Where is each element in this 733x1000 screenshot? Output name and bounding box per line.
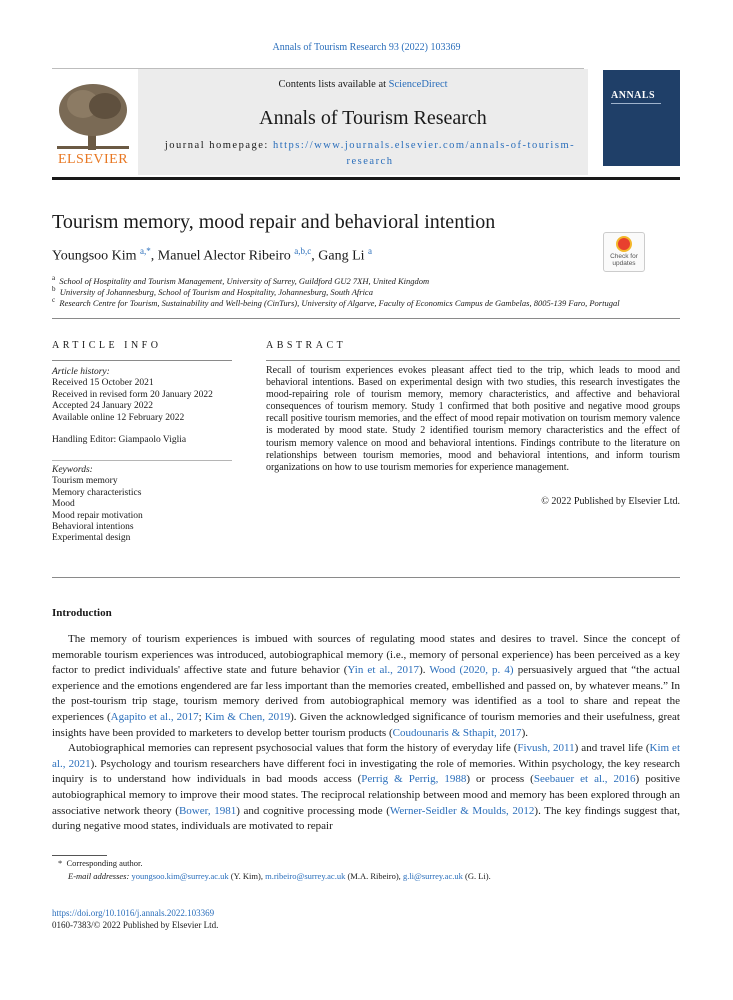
- author-name: Gang Li: [318, 248, 365, 264]
- affiliation: $^b$ University of Johannesburg, School of Tourism and Hospitality, Johannesburg, South Africa: [52, 285, 373, 297]
- paragraph: [52, 632, 680, 741]
- check-updates-icon: [616, 236, 632, 252]
- introduction-body: [52, 632, 680, 835]
- check-updates-label: Check for updates: [610, 253, 638, 267]
- citation-link[interactable]: Kim & Chen, 2019: [204, 710, 291, 723]
- article-history: [52, 367, 232, 446]
- author-name: Youngsoo Kim: [52, 248, 137, 264]
- journal-reference-link[interactable]: Annals of Tourism Research 93 (2022) 103369: [272, 42, 461, 53]
- keyword: Tourism memory: [52, 476, 118, 487]
- citation-link[interactable]: Perrig & Perrig, 1988: [361, 773, 467, 786]
- homepage-link[interactable]: https://www.journals.elsevier.com/annals-of-tourism-research: [272, 140, 576, 167]
- citation-link[interactable]: Seebauer et al., 2016: [533, 773, 636, 786]
- paragraph-text: ). The key findings suggest that, during negative mood states, individuals are motivated to repair: [52, 804, 680, 833]
- affiliations-divider: [52, 318, 680, 319]
- corresponding-author-note: * Corresponding author.: [58, 858, 143, 868]
- abstract-heading: ABSTRACT: [266, 340, 347, 351]
- citation-link[interactable]: Werner-Seidler & Moulds, 2012: [389, 804, 535, 817]
- journal-reference[interactable]: [0, 42, 733, 53]
- author-affiliation-mark[interactable]: a: [368, 246, 373, 256]
- article-info-heading: ARTICLE INFO: [52, 340, 162, 351]
- history-item: Received in revised form 20 January 2022: [52, 389, 213, 400]
- contents-line: [138, 79, 588, 90]
- email-link[interactable]: g.li@surrey.ac.uk: [402, 871, 463, 881]
- abstract-text: Recall of tourism experiences evokes pleasant affect tied to the trip, which leads to mood and behavioral intentions. Based on experimental design with two studies, this research investigates the mood-repairing role of tourism memory, memory characteristics, and affective and behavioral consequences of tourism memory. Study 1 confirmed that both positive and negative mood groups recall positive tourism memories, and the effect of mood repair motivation on tourism memory valence is moderated by mood state. Study 2 identified tourism memory characteristics and the effect of tourism memory valence on mood and behavioral intentions. Findings contribute to the literature on relationships between tourism memories, mood and behavioral intentions, and inform tourism organizations on how to use tourism memories for experience management.: [266, 365, 680, 473]
- front-matter-divider: [52, 577, 680, 578]
- citation-link[interactable]: Agapito et al., 2017: [110, 710, 199, 723]
- citation-link[interactable]: Coudounaris & Sthapit, 2017: [392, 726, 522, 739]
- history-item: Received 15 October 2021: [52, 378, 154, 389]
- citation-link[interactable]: Bower, 1981: [178, 804, 237, 817]
- history-item: Available online 12 February 2022: [52, 412, 185, 423]
- history-item: Accepted 24 January 2022: [52, 401, 154, 412]
- handling-editor: Handling Editor: Giampaolo Viglia: [52, 435, 187, 446]
- introduction-heading: Introduction: [52, 607, 112, 619]
- paragraph-text: ) or process (: [466, 773, 534, 786]
- keyword: Mood: [52, 499, 75, 510]
- footnote-rule: [52, 855, 107, 856]
- author-name: Manuel Alector Ribeiro: [157, 248, 291, 264]
- author-affiliation-mark[interactable]: a,*: [140, 246, 151, 256]
- doi-link[interactable]: https://doi.org/10.1016/j.annals.2022.103369: [52, 908, 215, 918]
- citation-link[interactable]: Kim et al., 2021: [52, 742, 680, 770]
- citation-link[interactable]: Fivush, 2011: [517, 742, 575, 755]
- email-label: E-mail addresses:: [68, 871, 130, 881]
- citation-link[interactable]: Yin et al., 2017: [347, 664, 420, 677]
- paragraph-text: ). Psychology and tourism researchers have different foci in investigating the role of memories. Within psychology, the key research inquiry is to understand how individuals in bad moods access (: [52, 757, 680, 786]
- email-link[interactable]: youngsoo.kim@surrey.ac.uk: [131, 871, 229, 881]
- header-bottom-rule: [52, 177, 680, 180]
- abstract-copyright: © 2022 Published by Elsevier Ltd.: [541, 496, 680, 507]
- affiliation: $^a$ School of Hospitality and Tourism Management, University of Surrey, Guildford GU2 7XH, United Kingdom: [52, 274, 430, 286]
- paragraph-text: ). Given the acknowledged significance of tourism memories and their usefulness, great insights have been provided to marketers to develop better tourism products (: [52, 710, 680, 739]
- article-title: Tourism memory, mood repair and behavioral intention: [52, 211, 496, 233]
- paragraph-text: ) and travel life (: [574, 742, 650, 755]
- sciencedirect-link[interactable]: ScienceDirect: [388, 79, 448, 90]
- affiliation: $^c$ Research Centre for Tourism, Sustainability and Well-being (CinTurs), University of Algarve, Faculty of Economics Campus de Gambelas, 8005-139 Faro, Portugal: [52, 296, 620, 308]
- publisher-name: ELSEVIER: [57, 152, 129, 167]
- keywords-block: [52, 465, 232, 545]
- author-affiliation-mark[interactable]: a,b,c: [294, 246, 312, 256]
- author-list: Youngsoo Kim $^{a,*}$, Manuel Alector Ribeiro $^{a,b,c}$, Gang Li $^a$: [52, 246, 373, 264]
- paragraph-text: ) positive autobiographical memory to improve their mood states. The reciprocal relationship between mood and memory has been explored through an associative network theory (: [52, 773, 681, 817]
- article-info-rule: [52, 360, 232, 361]
- paragraph-text: Autobiographical memories can represent psychosocial values that form the history of everyday life (: [68, 742, 518, 755]
- email-addresses: E-mail addresses: youngsoo.kim@surrey.ac.uk (Y. Kim), m.ribeiro@surrey.ac.uk (M.A. Ribeiro), g.li@surrey.ac.uk (G. Li).: [68, 871, 491, 881]
- email-link[interactable]: m.ribeiro@surrey.ac.uk: [265, 871, 346, 881]
- journal-title: Annals of Tourism Research: [259, 107, 487, 129]
- cover-divider: [611, 103, 661, 104]
- paragraph-text: persuasively argued that “the actual experience and the emotions engendered are far less important than the memories created, embellished and passed on, by whatever means.” In the post-tourism trip stage, tourism memory derived from autobiographical memory was identified as a tool to share and repeat the experiences (: [52, 664, 680, 723]
- homepage-prefix: journal homepage:: [164, 140, 273, 151]
- issn-copyright: 0160-7383/© 2022 Published by Elsevier Ltd.: [52, 920, 219, 930]
- paragraph-text: ).: [419, 664, 430, 677]
- contents-prefix: Contents lists available at: [278, 79, 389, 90]
- elsevier-logo: [53, 80, 133, 170]
- journal-homepage: [160, 138, 580, 170]
- journal-cover-image: [603, 70, 680, 166]
- paragraph-text: ).: [521, 726, 528, 739]
- paragraph-text: ;: [198, 710, 205, 723]
- cover-title: ANNALS: [611, 90, 656, 101]
- keywords-label: Keywords:: [52, 465, 93, 475]
- keyword: Memory characteristics: [52, 487, 142, 498]
- paragraph-text: ) and cognitive processing mode (: [236, 804, 390, 817]
- keyword: Experimental design: [52, 533, 131, 544]
- corresponding-label: Corresponding author.: [66, 858, 143, 868]
- doi: [52, 908, 214, 918]
- history-label: Article history:: [52, 367, 110, 377]
- paragraph: [52, 741, 680, 835]
- abstract-rule: [266, 360, 680, 361]
- keyword: Behavioral intentions: [52, 522, 134, 533]
- citation-link[interactable]: Wood (2020, p. 4): [429, 664, 514, 677]
- check-for-updates-button[interactable]: [603, 232, 645, 272]
- keyword: Mood repair motivation: [52, 510, 143, 521]
- paragraph-text: The memory of tourism experiences is imbued with sources of regulating mood states and desires to travel. Since the concept of memorable tourism experiences was introduced, autobiographical memory (i.e., memory of personal experience) has been perceived as a key factor to predict individuals' affective state and future behavior (: [52, 633, 680, 677]
- keywords-rule: [52, 460, 232, 461]
